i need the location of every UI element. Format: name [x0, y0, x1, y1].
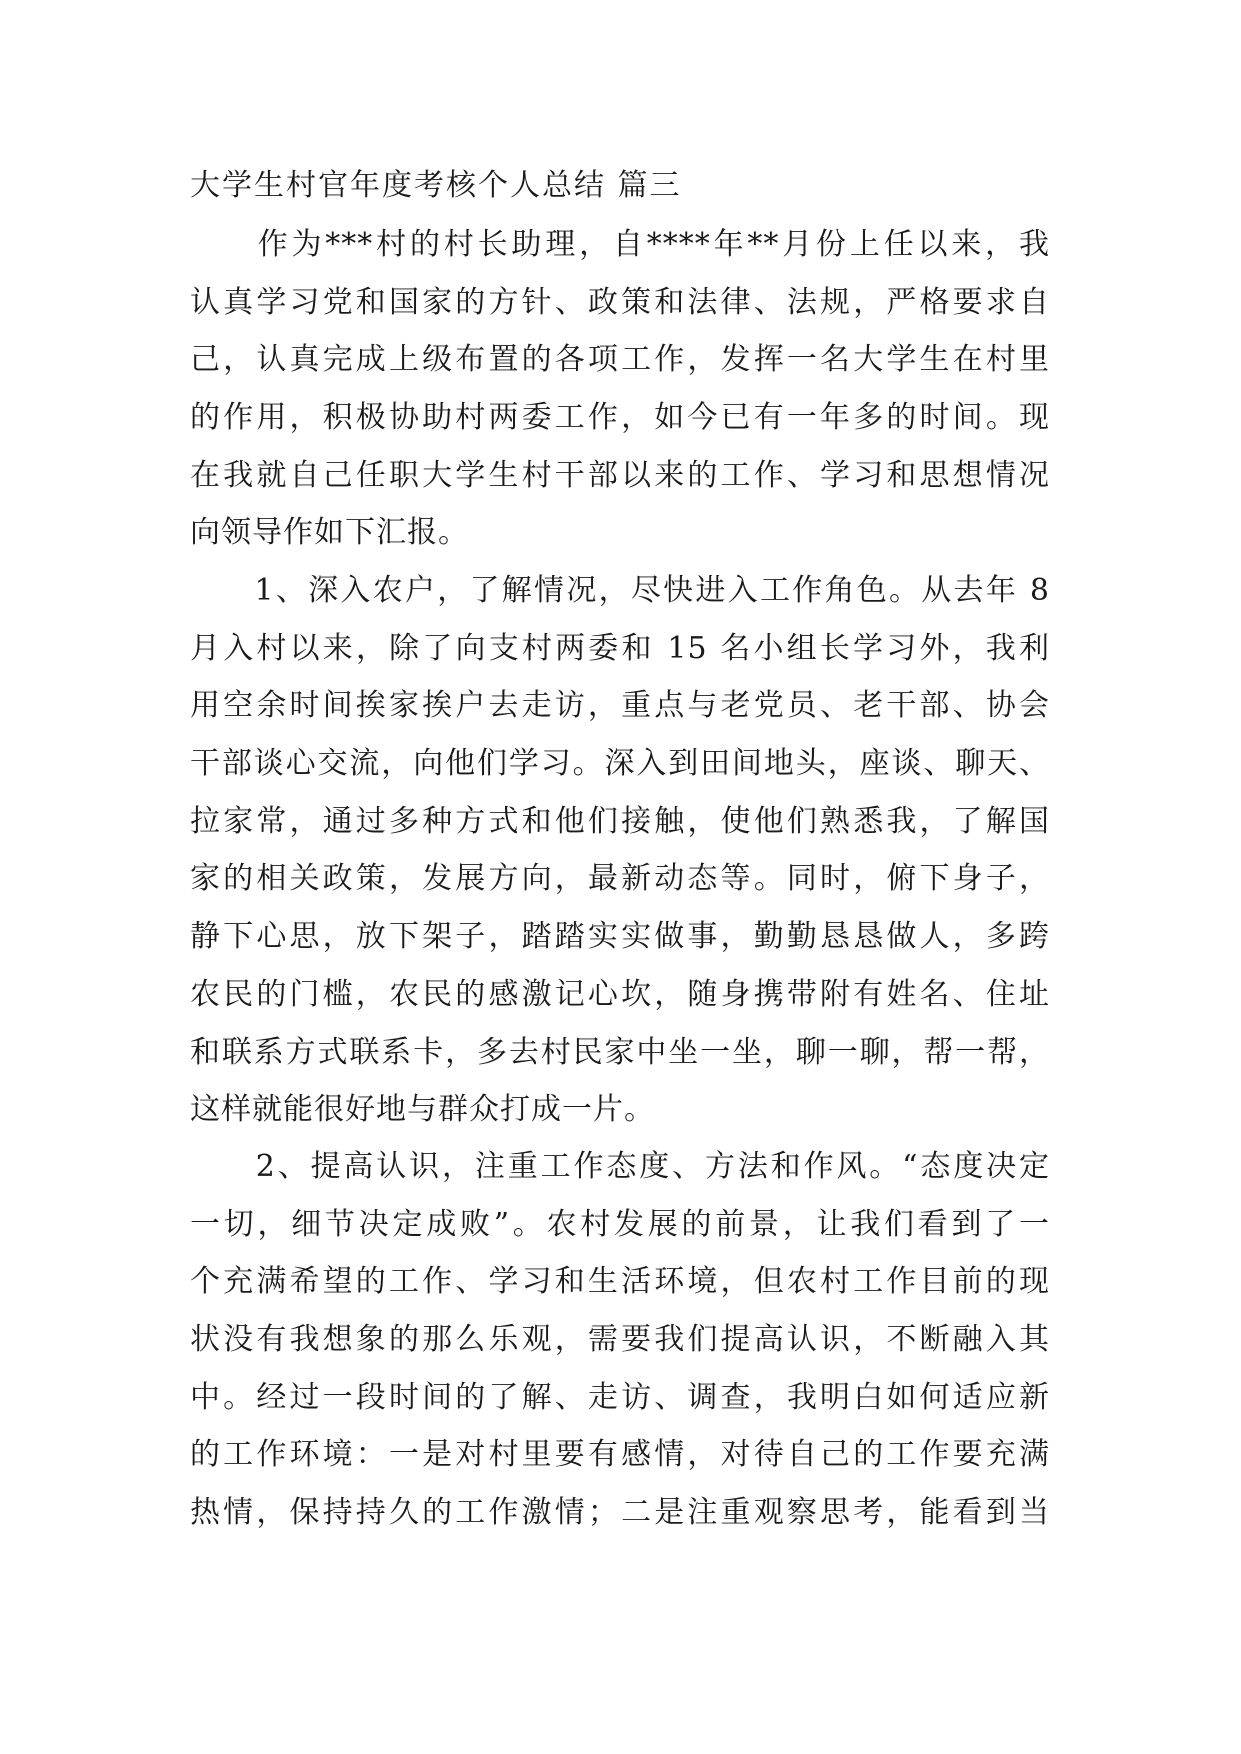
paragraph-line: 一切，细节决定成败”。农村发展的前景，让我们看到了一 [190, 1206, 1050, 1242]
paragraph-line: 和联系方式联系卡，多去村民家中坐一坐，聊一聊，帮一帮， [190, 1034, 1050, 1070]
paragraph-section-1 [190, 562, 1050, 1139]
paragraph-line: 2、提高认识，注重工作态度、方法和作风。“态度决定 [190, 1149, 1050, 1184]
paragraph-line: 干部谈心交流，向他们学习。深入到田间地头，座谈、聊天、 [190, 746, 1050, 782]
paragraph-section-2 [190, 1138, 1050, 1542]
paragraph-line: 热情，保持持久的工作激情；二是注重观察思考，能看到当 [190, 1495, 1050, 1531]
paragraph-line: 的工作环境：一是对村里要有感情，对待自己的工作要充满 [190, 1437, 1050, 1473]
paragraph-line: 向领导作如下汇报。 [190, 515, 469, 551]
paragraph-line: 静下心思，放下架子，踏踏实实做事，勤勤恳恳做人，多跨 [190, 919, 1050, 955]
paragraph-line: 拉家常，通过多种方式和他们接触，使他们熟悉我，了解国 [190, 803, 1050, 839]
paragraph-line: 在我就自己任职大学生村干部以来的工作、学习和思想情况 [190, 457, 1050, 493]
document-title: 大学生村官年度考核个人总结 篇三 [190, 168, 682, 203]
paragraph-line: 用空余时间挨家挨户去走访，重点与老党员、老干部、协会 [190, 688, 1050, 724]
paragraph-line: 认真学习党和国家的方针、政策和法律、法规，严格要求自 [190, 284, 1050, 320]
paragraph-line: 个充满希望的工作、学习和生活环境，但农村工作目前的现 [190, 1264, 1050, 1300]
paragraph-intro [190, 216, 1050, 562]
paragraph-line: 己，认真完成上级布置的各项工作，发挥一名大学生在村里 [190, 342, 1050, 378]
paragraph-line: 1、深入农户，了解情况，尽快进入工作角色。从去年 8 [190, 573, 1050, 608]
paragraph-line: 家的相关政策，发展方向，最新动态等。同时，俯下身子， [190, 861, 1050, 897]
paragraph-line: 这样就能很好地与群众打成一片。 [190, 1092, 655, 1128]
paragraph-line: 月入村以来，除了向支村两委和 15 名小组长学习外，我利 [190, 630, 1050, 666]
paragraph-line: 的作用，积极协助村两委工作，如今已有一年多的时间。现 [190, 400, 1050, 436]
paragraph-line: 中。经过一段时间的了解、走访、调查，我明白如何适应新 [190, 1379, 1050, 1415]
paragraph-line: 作为***村的村长助理，自****年**月份上任以来，我 [190, 227, 1050, 262]
paragraph-line: 状没有我想象的那么乐观，需要我们提高认识，不断融入其 [190, 1322, 1050, 1358]
paragraph-line: 农民的门槛，农民的感激记心坎，随身携带附有姓名、住址 [190, 976, 1050, 1012]
